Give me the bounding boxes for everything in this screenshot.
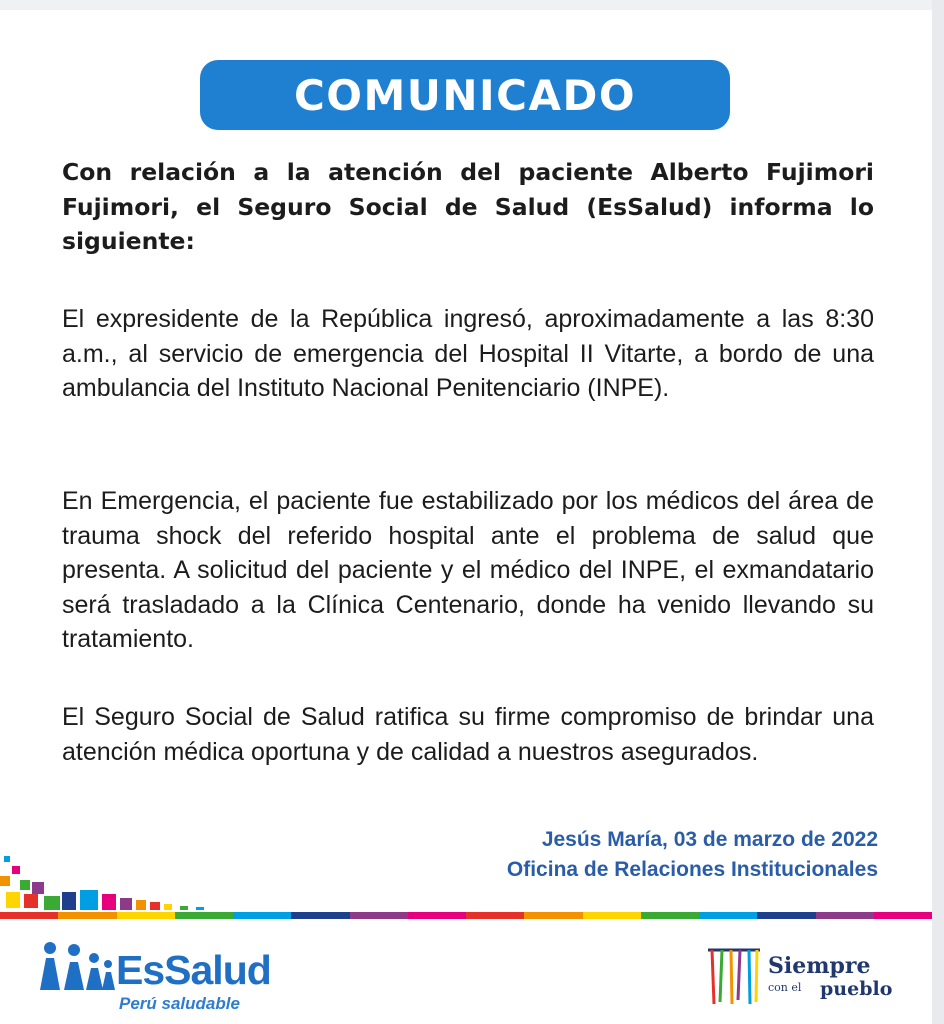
page-title: COMUNICADO <box>293 70 637 120</box>
colored-threads-icon <box>704 946 764 1008</box>
slogan-small: con el <box>768 981 802 994</box>
paragraph-3: El Seguro Social de Salud ratifica su firme compromiso de brindar una atención médica oportuna y de calidad a nuestros asegurados. <box>62 703 874 766</box>
page-edge <box>932 0 944 1024</box>
brand-tagline: Perú saludable <box>119 994 240 1013</box>
family-figures-icon <box>36 940 116 992</box>
title-banner <box>200 60 730 130</box>
signature-office: Oficina de Relaciones Institucionales <box>506 858 878 881</box>
color-stripe <box>0 912 932 919</box>
paragraph-2: En Emergencia, el paciente fue estabilizado por los médicos del área de trauma shock del referido hospital ante el problema de salud que presenta. A solicitud del paciente y el médico del INPE, el exmandatario será trasladado a la Clínica Centenario, donde ha venido llevando su tratamiento. <box>62 487 874 653</box>
paragraph-1: El expresidente de la República ingresó, aproximadamente a las 8:30 a.m., al servicio de emergencia del Hospital II Vitarte, a bordo de una ambulancia del Instituto Nacional Penitenciario (INPE). <box>62 305 874 402</box>
brand-name: EsSalud <box>116 947 271 993</box>
decorative-pattern-icon <box>0 852 220 914</box>
intro-paragraph: Con relación a la atención del paciente Alberto Fujimori Fujimori, el Seguro Social de Salud (EsSalud) informa lo siguiente: <box>62 158 874 255</box>
slogan-line-2: pueblo <box>820 978 893 1000</box>
signature-date: Jesús María, 03 de marzo de 2022 <box>541 828 878 851</box>
slogan-line-1: Siempre <box>768 953 871 979</box>
